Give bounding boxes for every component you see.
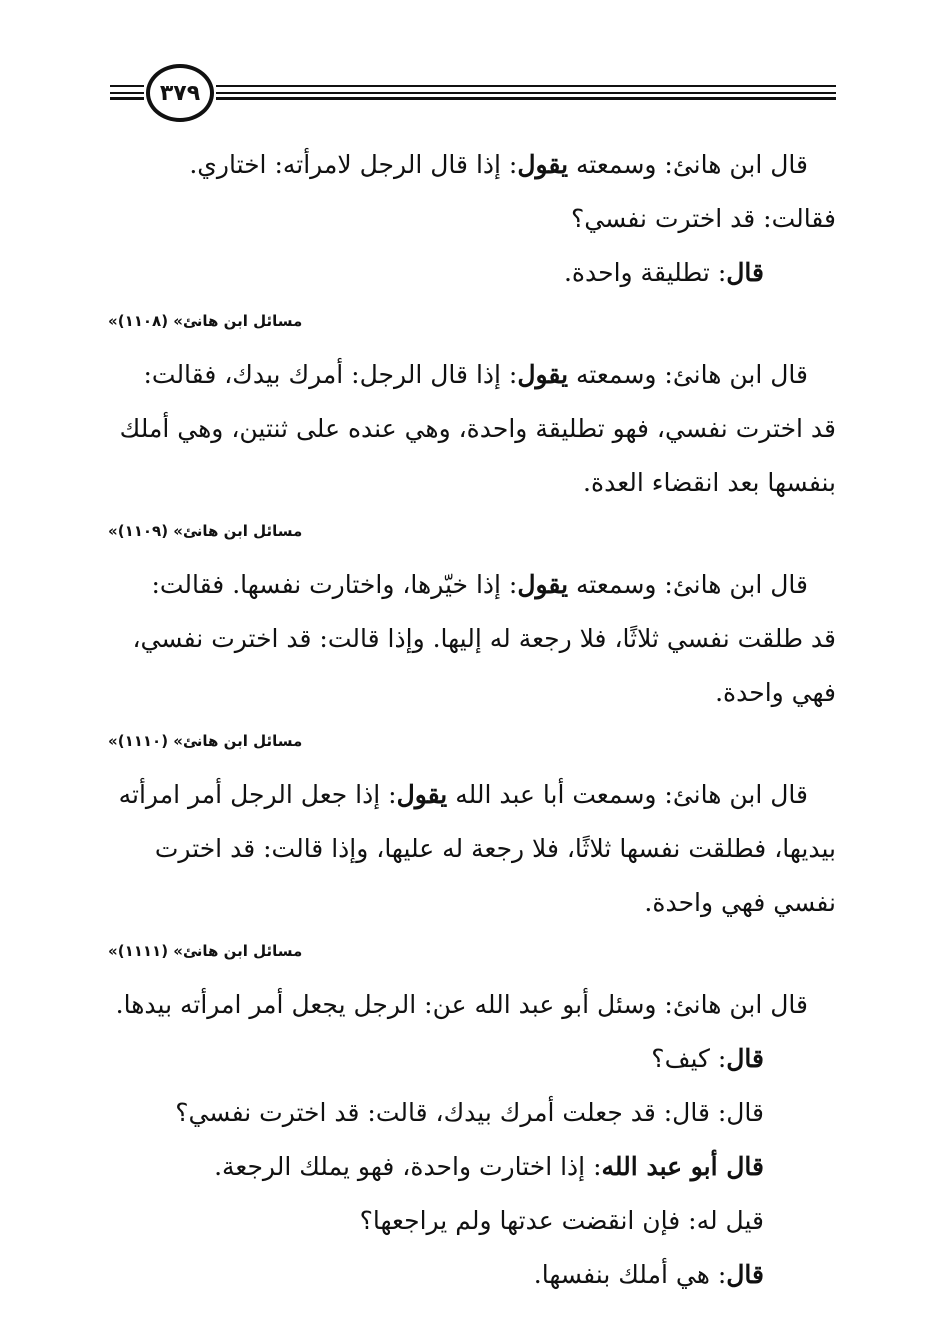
citation: «مسائل ابن هانئ» (١١٠٩) [108, 522, 303, 540]
text-line: قال: كيف؟ [651, 1044, 764, 1073]
text-line: قال: قال: قد جعلت أمرك بيدك، قالت: قد اخترت نفسي؟ [175, 1098, 764, 1127]
text-line: قال: تطليقة واحدة. [563, 258, 764, 287]
paragraph [108, 978, 836, 1302]
header-rule [216, 97, 836, 100]
citation: «مسائل ابن هانئ» (١١١١) [108, 942, 303, 960]
text-line: قد طلقت نفسي ثلاثًا، فلا رجعة له إليها. وإذا قالت: قد اخترت نفسي، [132, 624, 836, 653]
text-line: فهي واحدة. [715, 678, 836, 707]
citation: «مسائل ابن هانئ» (١١١٠) [108, 732, 303, 750]
header-rule [216, 85, 836, 87]
header-rule [216, 92, 836, 94]
text-line: قال ابن هانئ: وسمعت أبا عبد الله يقول: إذا جعل الرجل أمر امرأته [118, 780, 808, 809]
page-number: ٣٧٩ [146, 64, 214, 122]
page-body [108, 138, 836, 1302]
header-rule [110, 85, 144, 87]
paragraph [108, 768, 836, 930]
text-line: قال ابن هانئ: وسمعته يقول: إذا خيّرها، واختارت نفسها. فقالت: [151, 570, 808, 599]
paragraph [108, 138, 836, 300]
page-header [110, 64, 836, 122]
text-line: نفسي فهي واحدة. [644, 888, 836, 917]
text-line: قال: هي أملك بنفسها. [533, 1260, 764, 1289]
text-line: قال ابن هانئ: وسمعته يقول: إذا قال الرجل: أمرك بيدك، فقالت: [143, 360, 808, 389]
paragraph [108, 348, 836, 510]
paragraph [108, 558, 836, 720]
text-line: بيديها، فطلقت نفسها ثلاثًا، فلا رجعة له عليها، وإذا قالت: قد اخترت [154, 834, 836, 863]
text-line: قال ابن هانئ: وسمعته يقول: إذا قال الرجل لامرأته: اختاري. [189, 150, 808, 179]
text-line: فقالت: قد اخترت نفسي؟ [570, 204, 836, 233]
text-line: بنفسها بعد انقضاء العدة. [583, 468, 836, 497]
citation: «مسائل ابن هانئ» (١١٠٨) [108, 312, 303, 330]
header-rule [110, 97, 144, 100]
header-rule [110, 92, 144, 94]
text-line: قد اخترت نفسي، فهو تطليقة واحدة، وهي عنده على ثنتين، وهي أملك [119, 414, 836, 443]
text-line: قال ابن هانئ: وسئل أبو عبد الله عن: الرجل يجعل أمر امرأته بيدها. [115, 990, 808, 1019]
text-line: قيل له: فإن انقضت عدتها ولم يراجعها؟ [359, 1206, 764, 1235]
text-line: قال أبو عبد الله: إذا اختارت واحدة، فهو يملك الرجعة. [214, 1152, 764, 1181]
